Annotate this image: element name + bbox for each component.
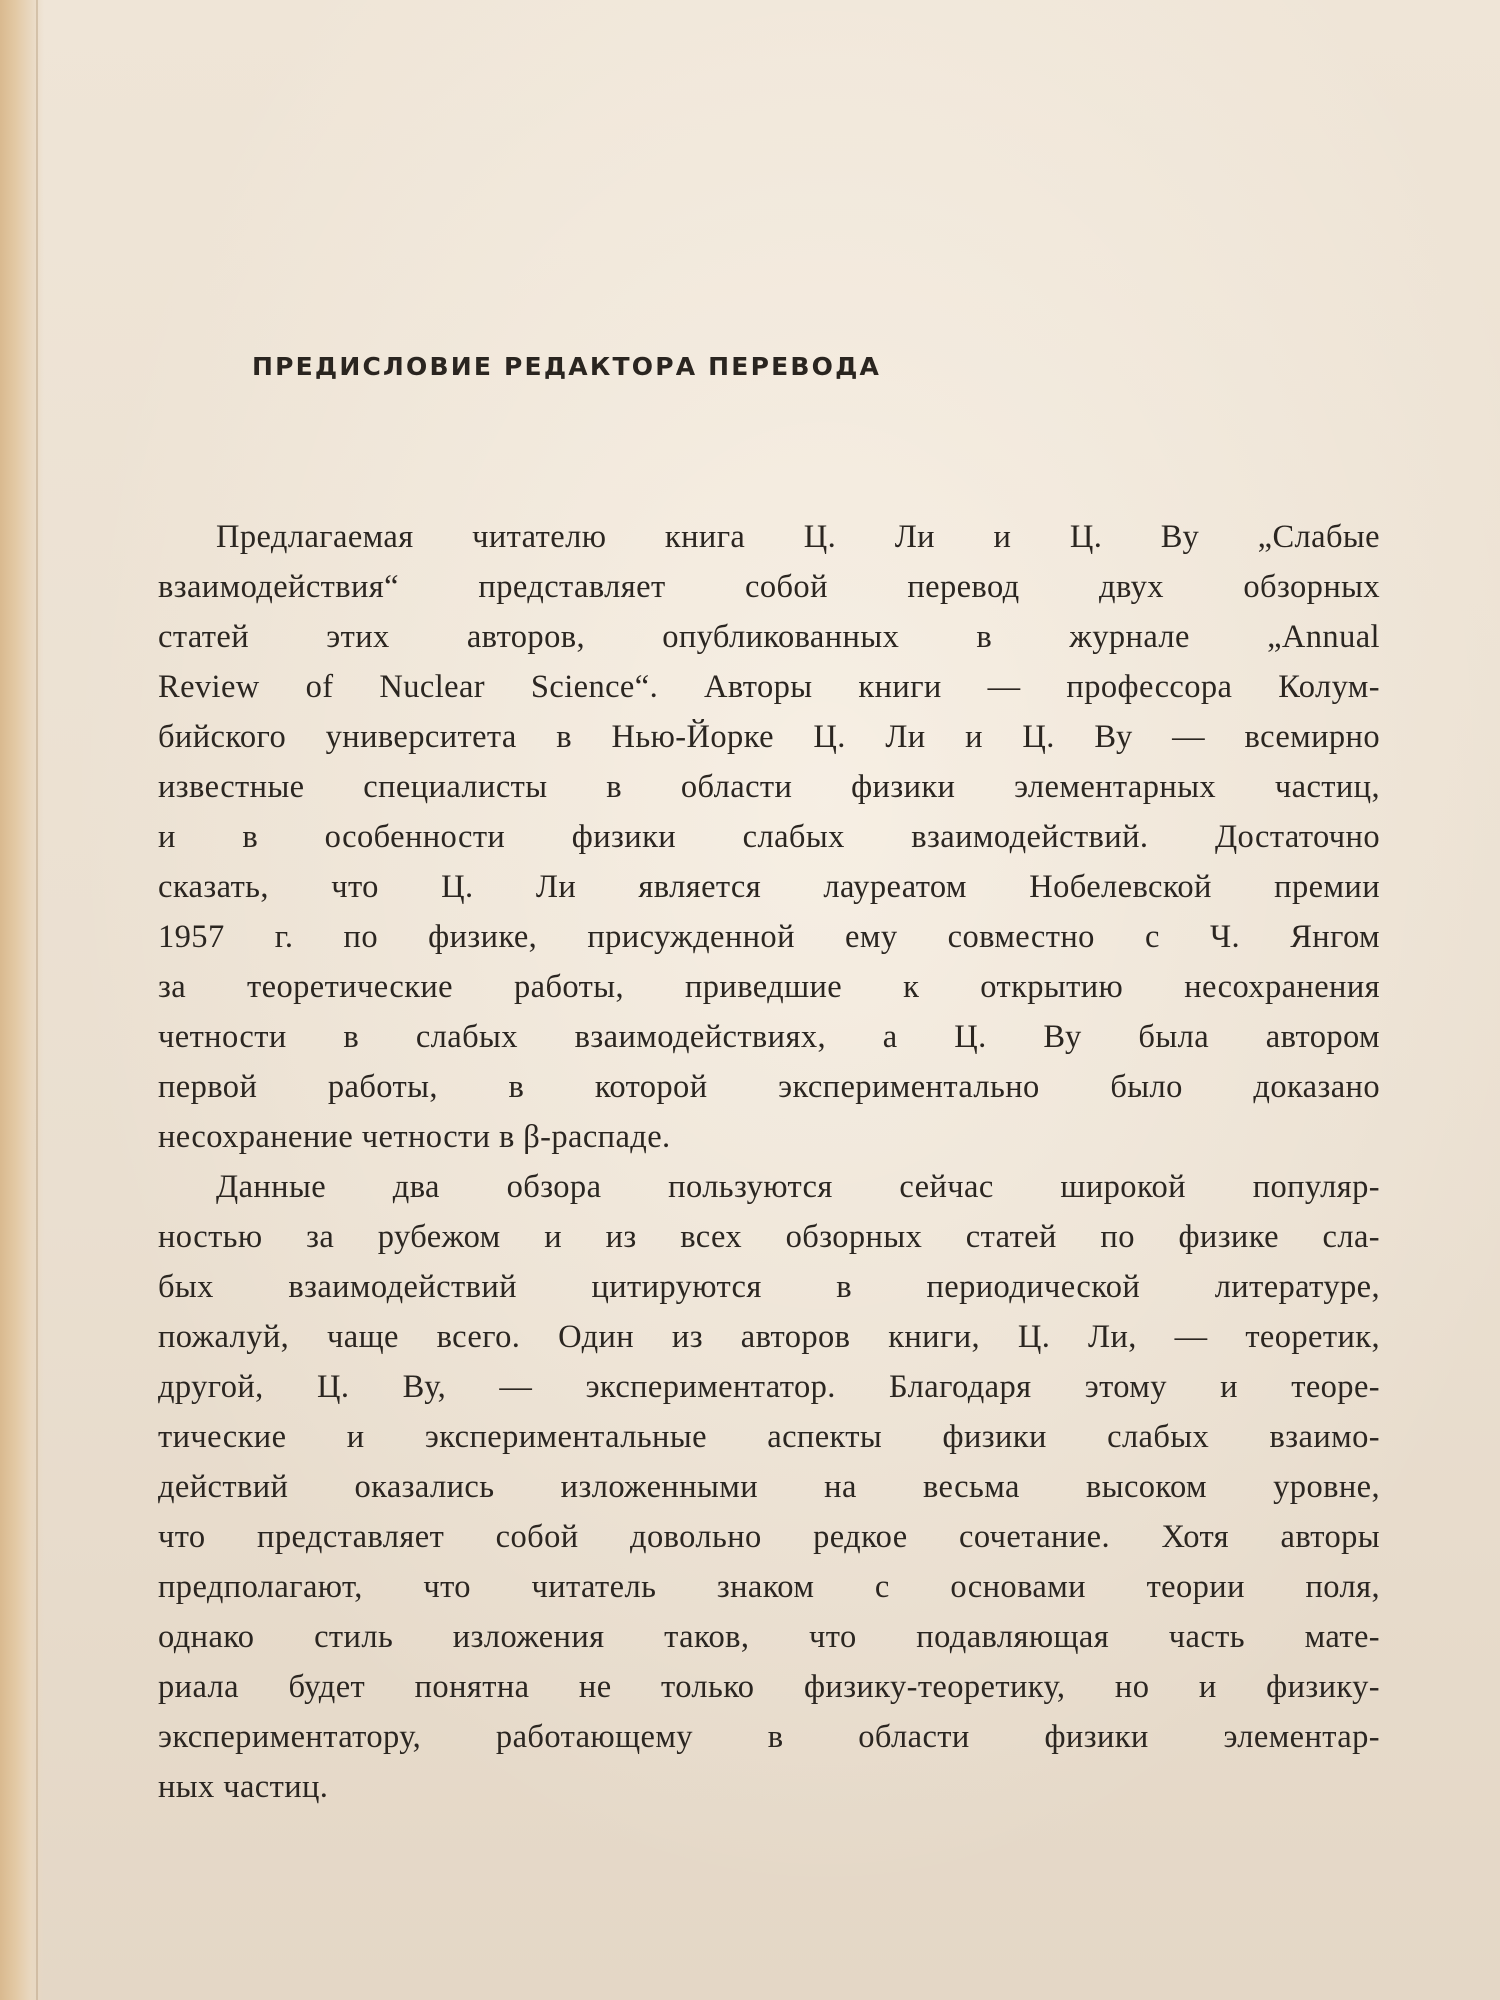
text-line: четности в слабых взаимодействиях, а Ц. Ву была автором bbox=[158, 1019, 1380, 1055]
text-line: экспериментатору, работающему в области физики элементар- bbox=[158, 1719, 1380, 1755]
preface-body bbox=[158, 512, 1380, 1812]
text-line: 1957 г. по физике, присужденной ему совместно с Ч. Янгом bbox=[158, 919, 1380, 955]
text-line: предполагают, что читатель знаком с основами теории поля, bbox=[158, 1569, 1380, 1605]
text-line: сказать, что Ц. Ли является лауреатом Нобелевской премии bbox=[158, 869, 1380, 905]
text-line: Данные два обзора пользуются сейчас широкой популяр- bbox=[216, 1169, 1380, 1205]
text-line: и в особенности физики слабых взаимодействий. Достаточно bbox=[158, 819, 1380, 855]
text-line: ных частиц. bbox=[158, 1769, 329, 1805]
text-line: известные специалисты в области физики элементарных частиц, bbox=[158, 769, 1380, 805]
text-line: пожалуй, чаще всего. Один из авторов книги, Ц. Ли, — теоретик, bbox=[158, 1319, 1380, 1355]
text-line: тические и экспериментальные аспекты физики слабых взаимо- bbox=[158, 1419, 1380, 1455]
paragraph-1 bbox=[158, 512, 1380, 1162]
text-line: первой работы, в которой экспериментально было доказано bbox=[158, 1069, 1380, 1105]
text-line: риала будет понятна не только физику-теоретику, но и физику- bbox=[158, 1669, 1380, 1705]
text-line: Предлагаемая читателю книга Ц. Ли и Ц. Ву „Слабые bbox=[216, 519, 1380, 555]
page-heading: ПРЕДИСЛОВИЕ РЕДАКТОРА ПЕРЕВОДА bbox=[252, 352, 882, 381]
text-line: несохранение четности в β-распаде. bbox=[158, 1119, 671, 1155]
page-gutter-edge bbox=[36, 0, 38, 2000]
text-line: Review of Nuclear Science“. Авторы книги — профессора Колум- bbox=[158, 669, 1380, 705]
paragraph-2 bbox=[158, 1162, 1380, 1812]
text-line: бийского университета в Нью-Йорке Ц. Ли и Ц. Ву — всемирно bbox=[158, 719, 1380, 755]
text-line: ностью за рубежом и из всех обзорных статей по физике сла- bbox=[158, 1219, 1380, 1255]
text-line: что представляет собой довольно редкое сочетание. Хотя авторы bbox=[158, 1519, 1380, 1555]
text-line: взаимодействия“ представляет собой перевод двух обзорных bbox=[158, 569, 1380, 605]
text-line: однако стиль изложения таков, что подавляющая часть мате- bbox=[158, 1619, 1380, 1655]
text-line: другой, Ц. Ву, — экспериментатор. Благодаря этому и теоре- bbox=[158, 1369, 1380, 1405]
text-line: действий оказались изложенными на весьма высоком уровне, bbox=[158, 1469, 1380, 1505]
text-line: за теоретические работы, приведшие к открытию несохранения bbox=[158, 969, 1380, 1005]
text-line: статей этих авторов, опубликованных в журнале „Annual bbox=[158, 619, 1380, 655]
text-line: бых взаимодействий цитируются в периодической литературе, bbox=[158, 1269, 1380, 1305]
